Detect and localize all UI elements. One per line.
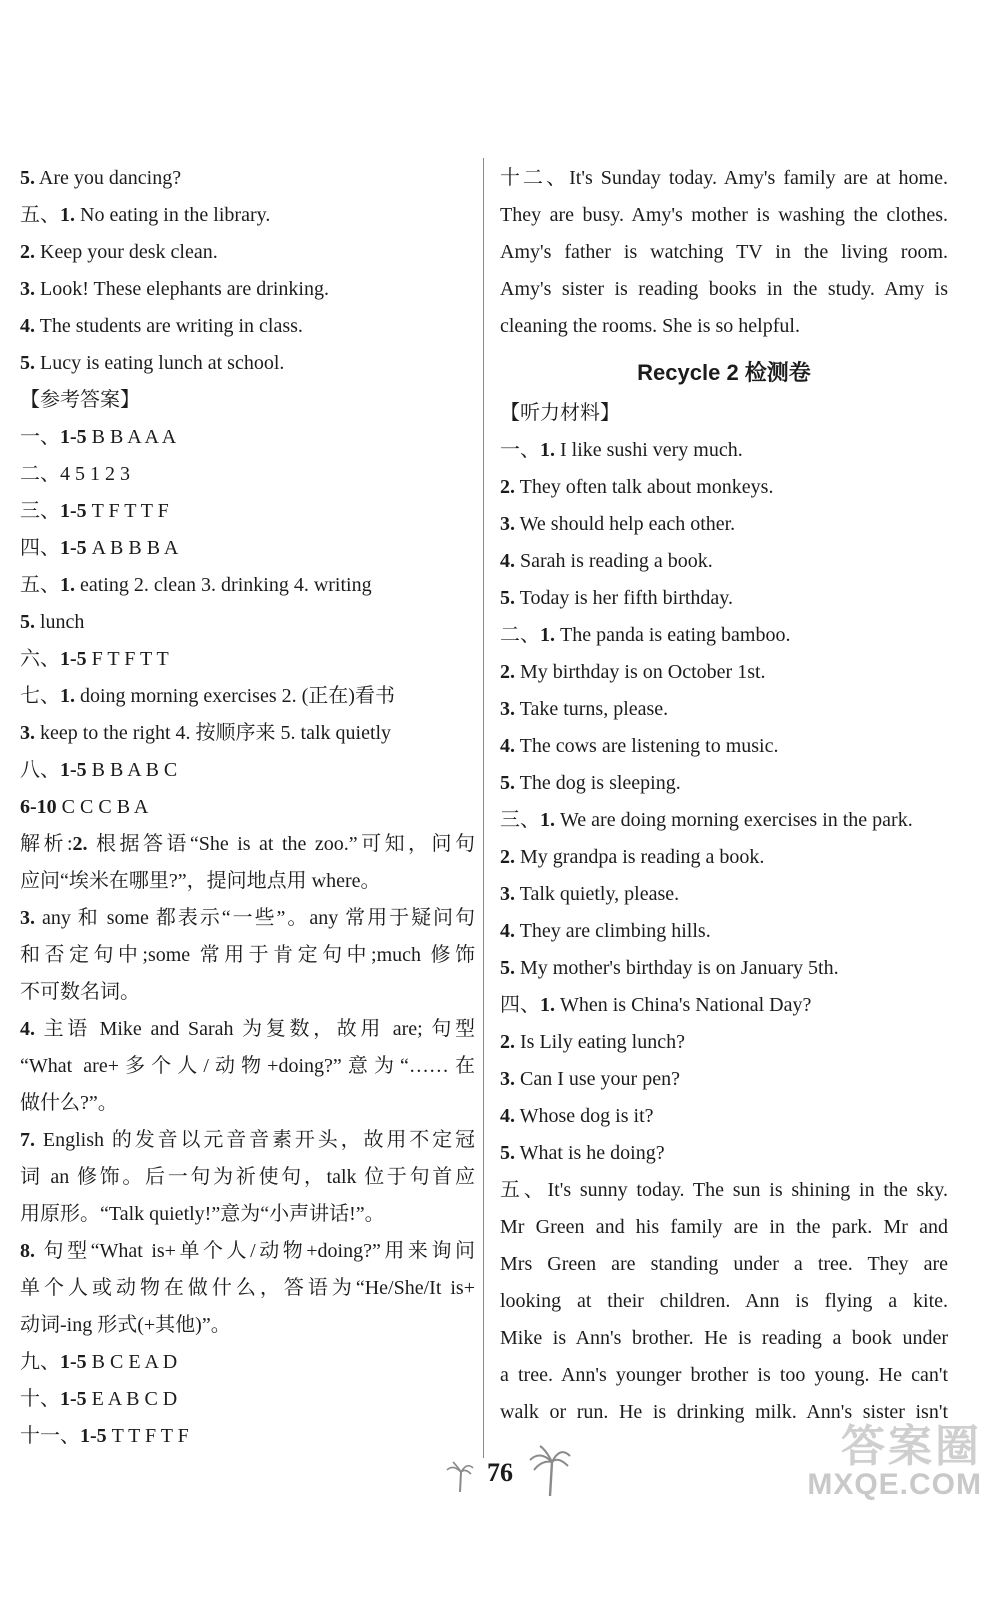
line-text: 【听力材料】	[500, 402, 620, 424]
line-text: Whose dog is it?	[515, 1105, 654, 1127]
item-number: 3.	[500, 513, 515, 535]
line-text: Mr Green and his family are in the park. Mr and	[500, 1216, 948, 1238]
line-text: My grandpa is reading a book.	[515, 846, 765, 868]
line-text: any 和 some 都表示“一些”。any 常用于疑问句	[35, 907, 475, 929]
text-line	[500, 395, 948, 432]
text-line	[20, 493, 475, 530]
line-text: T T F T F	[106, 1425, 189, 1447]
line-text: lunch	[35, 611, 85, 633]
text-line	[20, 900, 475, 937]
text-line	[500, 271, 948, 308]
palm-tree-icon	[445, 1458, 475, 1494]
item-number: 4.	[500, 920, 515, 942]
palm-tree-icon	[528, 1444, 572, 1498]
line-text: The panda is eating bamboo.	[555, 624, 791, 646]
item-number: 1-5	[60, 648, 87, 670]
line-text: T F T T F	[86, 500, 169, 522]
text-line	[20, 1122, 475, 1159]
text-line	[20, 789, 475, 826]
line-text: The cows are listening to music.	[515, 735, 779, 757]
text-line	[20, 1196, 475, 1233]
section-marker: 四、	[500, 994, 540, 1016]
item-number: 1.	[60, 685, 75, 707]
text-line	[500, 950, 948, 987]
line-text: 应问“埃米在哪里?”，提问地点用 where。	[20, 870, 381, 892]
item-number: 5.	[20, 611, 35, 633]
line-text: 五、It's sunny today. The sun is shining in the sky.	[500, 1179, 948, 1201]
text-line	[500, 1135, 948, 1172]
text-line	[20, 160, 475, 197]
text-line	[20, 715, 475, 752]
text-line	[500, 765, 948, 802]
text-line	[20, 567, 475, 604]
section-marker: 三、	[20, 500, 60, 522]
line-text: F T F T T	[86, 648, 169, 670]
item-number: 3.	[20, 722, 35, 744]
text-line	[500, 802, 948, 839]
line-text: They are busy. Amy's mother is washing the clothes.	[500, 204, 948, 226]
item-number: 1.	[540, 994, 555, 1016]
text-line	[20, 419, 475, 456]
right-column	[500, 160, 948, 1431]
text-line	[500, 1098, 948, 1135]
line-text: 做什么?”。	[20, 1092, 118, 1114]
section-marker: 五、	[20, 204, 60, 226]
item-number: 5.	[500, 1142, 515, 1164]
line-text: Sarah is reading a book.	[515, 550, 713, 572]
item-number: 2.	[500, 476, 515, 498]
section-marker: 九、	[20, 1351, 60, 1373]
line-text: walk or run. He is drinking milk. Ann's sister isn't	[500, 1401, 948, 1423]
text-line	[20, 1381, 475, 1418]
item-number: 1.	[60, 574, 75, 596]
item-number: 3.	[20, 907, 35, 929]
item-number: 1-5	[60, 1351, 87, 1373]
section-marker: 七、	[20, 685, 60, 707]
text-line	[500, 469, 948, 506]
line-text: cleaning the rooms. She is so helpful.	[500, 315, 800, 337]
page-number: 76	[487, 1458, 513, 1487]
text-line	[500, 987, 948, 1024]
text-line	[500, 839, 948, 876]
line-text: We are doing morning exercises in the park.	[555, 809, 913, 831]
line-text: A B B B A	[86, 537, 179, 559]
text-line	[500, 617, 948, 654]
line-text: 主语 Mike and Sarah 为复数，故用 are; 句型	[35, 1018, 475, 1040]
left-column	[20, 160, 475, 1455]
line-text: a tree. Ann's younger brother is too young. He can't	[500, 1364, 948, 1386]
item-number: 5.	[20, 167, 35, 189]
line-text: 词 an 修饰。后一句为祈使句，talk 位于句首应	[20, 1166, 475, 1188]
line-text: looking at their children. Ann is flying a kite.	[500, 1290, 948, 1312]
line-text: They are climbing hills.	[515, 920, 711, 942]
text-line	[500, 308, 948, 345]
item-number: 4.	[500, 550, 515, 572]
line-text: The students are writing in class.	[35, 315, 303, 337]
text-line	[500, 1024, 948, 1061]
item-number: 5.	[500, 772, 515, 794]
item-number: 5.	[20, 352, 35, 374]
line-text: doing morning exercises 2. (正在)看书	[75, 685, 395, 707]
text-line	[20, 1048, 475, 1085]
line-text: Mike is Ann's brother. He is reading a book under	[500, 1327, 948, 1349]
section-marker: 六、	[20, 648, 60, 670]
line-text: 用原形。“Talk quietly!”意为“小声讲话!”。	[20, 1203, 385, 1225]
text-line	[20, 1344, 475, 1381]
line-text: 不可数名词。	[20, 981, 140, 1003]
item-number: 5.	[500, 587, 515, 609]
text-line	[500, 1246, 948, 1283]
section-marker: 十一、	[20, 1425, 80, 1447]
section-marker: 十、	[20, 1388, 60, 1410]
text-line	[20, 382, 475, 419]
line-text: Look! These elephants are drinking.	[35, 278, 329, 300]
text-line	[500, 876, 948, 913]
section-marker: 一、	[20, 426, 60, 448]
line-text: The dog is sleeping.	[515, 772, 681, 794]
section-marker: 一、	[500, 439, 540, 461]
text-line	[20, 1159, 475, 1196]
item-number: 2.	[500, 661, 515, 683]
line-text: 和否定句中;some 常用于肯定句中;much 修饰	[20, 944, 475, 966]
line-text: E A B C D	[86, 1388, 178, 1410]
text-line	[500, 506, 948, 543]
line-text: When is China's National Day?	[555, 994, 812, 1016]
line-text: Mrs Green are standing under a tree. They are	[500, 1253, 948, 1275]
text-line	[500, 1172, 948, 1209]
item-number: 3.	[20, 278, 35, 300]
text-line	[500, 580, 948, 617]
line-text: They often talk about monkeys.	[515, 476, 774, 498]
line-text: 单个人或动物在做什么，答语为“He/She/It is+	[20, 1277, 475, 1299]
line-text: Today is her fifth birthday.	[515, 587, 733, 609]
line-text: 根据答语“She is at the zoo.”可知，问句	[87, 833, 475, 855]
item-number: 1.	[60, 204, 75, 226]
section-marker: 八、	[20, 759, 60, 781]
item-number: 2.	[72, 833, 88, 855]
line-text: English 的发音以元音音素开头，故用不定冠	[35, 1129, 475, 1151]
line-text: B B A B C	[86, 759, 178, 781]
item-number: 3.	[500, 1068, 515, 1090]
column-divider	[483, 158, 484, 1458]
text-line	[500, 432, 948, 469]
text-line	[20, 641, 475, 678]
text-line	[500, 543, 948, 580]
text-line	[20, 1270, 475, 1307]
line-text: Talk quietly, please.	[515, 883, 680, 905]
item-number: 6-10	[20, 796, 57, 818]
line-text: Amy's sister is reading books in the study. Amy is	[500, 278, 948, 300]
text-line	[500, 654, 948, 691]
item-number: 4.	[500, 735, 515, 757]
text-line	[500, 234, 948, 271]
line-text: I like sushi very much.	[555, 439, 743, 461]
item-number: 2.	[500, 846, 515, 868]
line-text: Amy's father is watching TV in the living room.	[500, 241, 948, 263]
section-marker: 三、	[500, 809, 540, 831]
text-line	[20, 678, 475, 715]
watermark-cn: 答案圈	[841, 1422, 982, 1471]
line-text: B B A A A	[86, 426, 177, 448]
item-number: 1-5	[80, 1425, 107, 1447]
text-line	[20, 308, 475, 345]
watermark-en: MXQE.COM	[807, 1468, 982, 1501]
item-number: 1.	[540, 439, 555, 461]
text-line	[20, 1011, 475, 1048]
passage-block	[500, 160, 948, 345]
section-marker: 解析:	[20, 833, 73, 855]
item-number: 1-5	[60, 759, 87, 781]
line-text: 十二、It's Sunday today. Amy's family are at home.	[500, 167, 948, 189]
text-line	[20, 234, 475, 271]
item-number: 1.	[540, 809, 555, 831]
text-line	[20, 1085, 475, 1122]
text-line	[20, 974, 475, 1011]
line-text: 动词-ing 形式(+其他)”。	[20, 1314, 231, 1336]
item-number: 8.	[20, 1240, 35, 1262]
line-text: We should help each other.	[515, 513, 736, 535]
text-line	[20, 197, 475, 234]
text-line	[500, 1283, 948, 1320]
line-text: My birthday is on October 1st.	[515, 661, 766, 683]
line-text: “What are+多个人/动物+doing?”意为“……在	[20, 1055, 475, 1077]
text-line	[500, 1320, 948, 1357]
line-text: B C E A D	[86, 1351, 178, 1373]
text-line	[20, 456, 475, 493]
item-number: 1.	[540, 624, 555, 646]
item-number: 5.	[500, 957, 515, 979]
line-text: C C C B A	[56, 796, 149, 818]
text-line	[500, 913, 948, 950]
section-marker: 五、	[20, 574, 60, 596]
text-line	[500, 197, 948, 234]
item-number: 2.	[20, 241, 35, 263]
line-text: What is he doing?	[515, 1142, 665, 1164]
listening-material	[500, 395, 948, 1431]
line-text: 【参考答案】	[20, 389, 140, 411]
item-number: 3.	[500, 698, 515, 720]
text-line	[20, 1307, 475, 1344]
line-text: keep to the right 4. 按顺序来 5. talk quietly	[35, 722, 392, 744]
text-line	[500, 1061, 948, 1098]
section-title: Recycle 2 检测卷	[637, 360, 811, 385]
text-line	[20, 826, 475, 863]
line-text: Keep your desk clean.	[35, 241, 218, 263]
text-line	[20, 345, 475, 382]
item-number: 1-5	[60, 500, 87, 522]
text-line	[500, 691, 948, 728]
item-number: 4.	[20, 1018, 35, 1040]
line-text: Can I use your pen?	[515, 1068, 680, 1090]
line-text: Take turns, please.	[515, 698, 669, 720]
item-number: 7.	[20, 1129, 35, 1151]
text-line	[20, 1233, 475, 1270]
text-line	[500, 1357, 948, 1394]
text-line	[20, 604, 475, 641]
line-text: Are you dancing?	[35, 167, 182, 189]
item-number: 1-5	[60, 537, 87, 559]
line-text: My mother's birthday is on January 5th.	[515, 957, 839, 979]
item-number: 4.	[500, 1105, 515, 1127]
line-text: 句型“What is+单个人/动物+doing?”用来询问	[35, 1240, 475, 1262]
text-line	[500, 160, 948, 197]
line-text: Lucy is eating lunch at school.	[35, 352, 285, 374]
text-line	[20, 752, 475, 789]
text-line	[20, 863, 475, 900]
item-number: 4.	[20, 315, 35, 337]
line-text: Is Lily eating lunch?	[515, 1031, 685, 1053]
text-line	[20, 530, 475, 567]
text-line	[20, 937, 475, 974]
line-text: 二、4 5 1 2 3	[20, 463, 130, 485]
item-number: 3.	[500, 883, 515, 905]
section-marker: 四、	[20, 537, 60, 559]
text-line	[500, 728, 948, 765]
watermark	[777, 1410, 982, 1502]
text-line	[20, 271, 475, 308]
line-text: No eating in the library.	[75, 204, 271, 226]
item-number: 1-5	[60, 1388, 87, 1410]
text-line	[500, 1209, 948, 1246]
item-number: 2.	[500, 1031, 515, 1053]
item-number: 1-5	[60, 426, 87, 448]
section-marker: 二、	[500, 624, 540, 646]
line-text: eating 2. clean 3. drinking 4. writing	[75, 574, 372, 596]
